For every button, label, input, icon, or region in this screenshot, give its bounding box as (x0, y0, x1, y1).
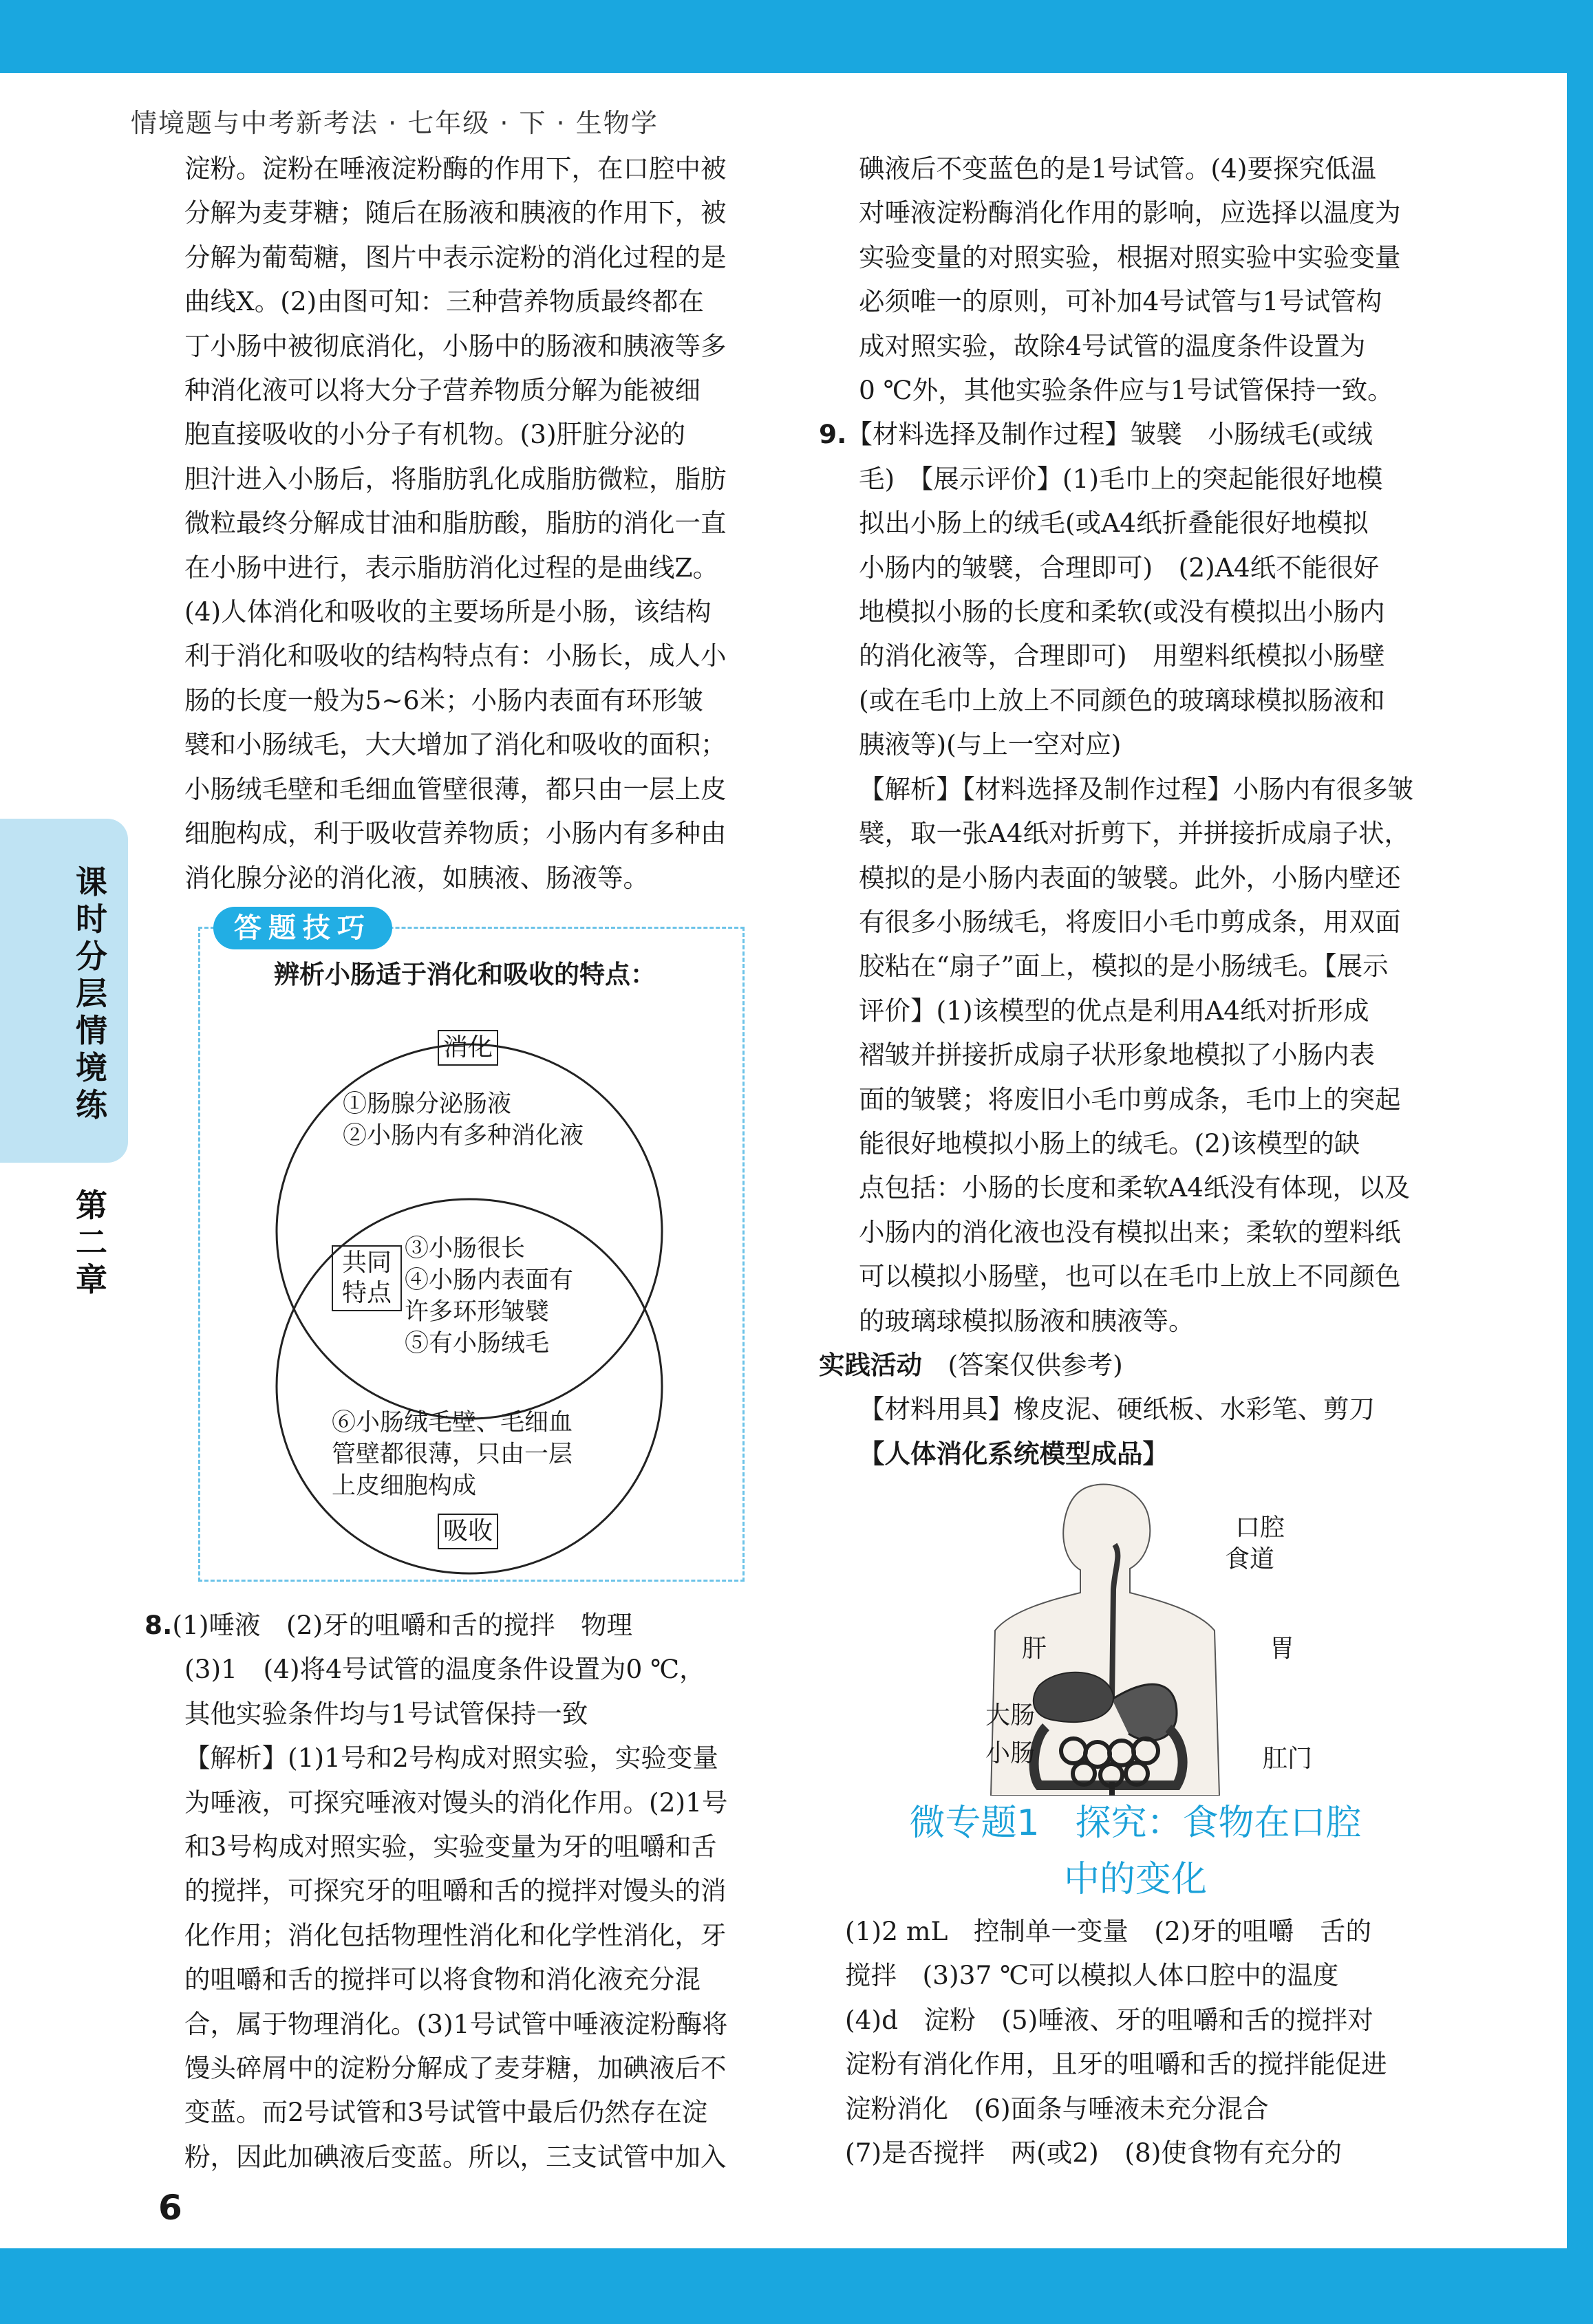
text-line: 消化腺分泌的消化液，如胰液、肠液等。 (184, 862, 649, 893)
text-line: 拟出小肠上的绒毛(或A4纸折叠能很好地模拟 (859, 508, 1369, 539)
text-line: 0 ℃外，其他实验条件应与1号试管保持一致。 (859, 375, 1393, 406)
absorb-line: ⑥小肠绒毛壁、毛细血 (332, 1409, 573, 1437)
text-line: 有很多小肠绒毛，将废旧小毛巾剪成条，用双面 (859, 906, 1401, 937)
text-line: 馒头碎屑中的淀粉分解成了麦芽糖，加碘液后不 (184, 2053, 727, 2084)
text-line: 其他实验条件均与1号试管保持一致 (184, 1698, 588, 1729)
text-line: 淀粉消化 (6)面条与唾液未充分混合 (845, 2093, 1269, 2124)
text-line: (或在毛巾上放上不同颜色的玻璃球模拟肠液和 (859, 685, 1385, 716)
special-topic-title-line2: 中的变化 (1063, 1859, 1207, 1900)
text-line: 的搅拌，可探究牙的咀嚼和舌的搅拌对馒头的消 (184, 1875, 727, 1906)
question-8-first-line (145, 1603, 778, 1647)
top-color-bar (0, 0, 1593, 73)
text-line: 可以模拟小肠壁，也可以在毛巾上放上不同颜色 (859, 1261, 1401, 1292)
text-line: 评价】(1)该模型的优点是利用A4纸对折形成 (859, 995, 1369, 1026)
text-line: 搅拌 (3)37 ℃可以模拟人体口腔中的温度 (845, 1960, 1339, 1991)
side-tab-chapter: 第二章 (76, 1187, 107, 1298)
question-8-answer: (1)唾液 (2)牙的咀嚼和舌的搅拌 物理 (172, 1610, 633, 1640)
text-line: 必须唯一的原则，可补加4号试管与1号试管构 (859, 286, 1382, 317)
question-9-answer: 【材料选择及制作过程】皱襞 小肠绒毛(或绒 (846, 419, 1373, 450)
practice-note: (答案仅供参考) (948, 1349, 1123, 1380)
tip-title: 辨析小肠适于消化和吸收的特点： (274, 960, 656, 989)
practice-materials: 【材料用具】橡皮泥、硬纸板、水彩笔、剪刀 (859, 1394, 1375, 1425)
text-line: 毛) 【展示评价】(1)毛巾上的突起能很好地模 (859, 463, 1383, 494)
common-line: ④小肠内表面有 (405, 1267, 574, 1294)
running-header: 情境题与中考新考法 · 七年级 · 下 · 生物学 (131, 108, 659, 138)
text-line: (7)是否搅拌 两(或2) (8)使食物有充分的 (845, 2138, 1342, 2169)
text-line: 褶皱并拼接折成扇子状形象地模拟了小肠内表 (859, 1040, 1375, 1070)
text-line: 实验变量的对照实验，根据对照实验中实验变量 (859, 241, 1401, 272)
text-line: 【解析】【材料选择及制作过程】小肠内有很多皱 (859, 773, 1414, 804)
text-line: 分解为葡萄糖，图片中表示淀粉的消化过程的是 (184, 241, 727, 272)
text-line: 小肠内的消化液也没有模拟出来；柔软的塑料纸 (859, 1216, 1401, 1247)
absorb-label: 吸收 (438, 1514, 498, 1549)
common-label-line: 特点 (341, 1279, 392, 1307)
text-line: 小肠内的皱襞，合理即可) (2)A4纸不能很好 (859, 552, 1380, 583)
text-line: 淀粉有消化作用，且牙的咀嚼和舌的搅拌能促进 (845, 2049, 1387, 2080)
practice-heading (819, 1343, 1452, 1387)
absorb-line: 上皮细胞构成 (332, 1472, 477, 1500)
text-line: 粉，因此加碘液后变蓝。所以，三支试管中加入 (184, 2141, 727, 2172)
text-line: 能很好地模拟小肠上的绒毛。(2)该模型的缺 (859, 1128, 1360, 1159)
common-line: ③小肠很长 (405, 1235, 526, 1262)
question-9-first-line (819, 412, 1452, 456)
text-line: 胶粘在“扇子”面上，模拟的是小肠绒毛。【展示 (859, 951, 1389, 982)
page-number: 6 (158, 2188, 182, 2228)
text-line: 胞直接吸收的小分子有机物。(3)肝脏分泌的 (184, 419, 686, 450)
side-tab-label: 课时分层情境练 (76, 863, 107, 1123)
label-esophagus: 食道 (1225, 1545, 1275, 1573)
text-line: 合，属于物理消化。(3)1号试管中唾液淀粉酶将 (184, 2008, 728, 2039)
text-line: 分解为麦芽糖；随后在肠液和胰液的作用下，被 (184, 197, 727, 228)
text-line: 和3号构成对照实验，实验变量为牙的咀嚼和舌 (184, 1831, 717, 1862)
text-line: 【解析】(1)1号和2号构成对照实验，实验变量 (184, 1743, 718, 1774)
question-number: 9. (819, 419, 847, 450)
text-line: (3)1 (4)将4号试管的温度条件设置为0 ℃， (184, 1654, 705, 1685)
text-line: (4)d 淀粉 (5)唾液、牙的咀嚼和舌的搅拌对 (845, 2004, 1373, 2035)
common-line: 许多环形皱襞 (405, 1298, 550, 1326)
special-topic-answers (845, 1909, 1457, 2175)
tip-badge: 答题技巧 (213, 907, 392, 949)
label-liver: 肝 (1022, 1635, 1047, 1663)
text-line: (4)人体消化和吸收的主要场所是小肠，该结构 (184, 596, 712, 627)
practice-model-title: 【人体消化系统模型成品】 (859, 1438, 1168, 1469)
text-line: 小肠绒毛壁和毛细血管壁很薄，都只由一层上皮 (184, 773, 727, 804)
text-line: 的消化液等，合理即可) 用塑料纸模拟小肠壁 (859, 641, 1385, 671)
digest-line: ①肠腺分泌肠液 (343, 1090, 512, 1118)
right-color-bar (1567, 0, 1593, 2324)
common-line: ⑤有小肠绒毛 (405, 1330, 550, 1357)
bottom-color-bar (0, 2248, 1593, 2324)
text-line: 的玻璃球模拟肠液和胰液等。 (859, 1305, 1195, 1336)
label-large-intestine: 大肠 (985, 1701, 1036, 1730)
text-line: 化作用；消化包括物理性消化和化学性消化，牙 (184, 1919, 727, 1950)
text-line: 在小肠中进行，表示脂肪消化过程的是曲线Z。 (184, 552, 719, 583)
text-line: 微粒最终分解成甘油和脂肪酸，脂肪的消化一直 (184, 508, 727, 539)
label-mouth: 口腔 (1235, 1514, 1285, 1542)
text-line: 模拟的是小肠内表面的皱襞。此外，小肠内壁还 (859, 862, 1401, 893)
right-answer-column (819, 147, 1452, 1476)
label-anus: 肛门 (1263, 1745, 1313, 1773)
text-line: (1)2 mL 控制单一变量 (2)牙的咀嚼 舌的 (845, 1916, 1371, 1946)
text-line: 襞和小肠绒毛，大大增加了消化和吸收的面积； (184, 729, 727, 760)
label-small-intestine: 小肠 (985, 1739, 1036, 1767)
text-line: 面的皱襞；将废旧小毛巾剪成条，毛巾上的突起 (859, 1084, 1401, 1115)
text-line: 种消化液可以将大分子营养物质分解为能被细 (184, 375, 701, 406)
common-label-line: 共同 (341, 1249, 392, 1277)
text-line: 变蓝。而2号试管和3号试管中最后仍然存在淀 (184, 2097, 708, 2128)
text-line: 细胞构成，利于吸收营养物质；小肠内有多种由 (184, 818, 727, 849)
text-line: 曲线X。(2)由图可知：三种营养物质最终都在 (184, 286, 704, 317)
common-label (332, 1245, 402, 1311)
label-stomach: 胃 (1270, 1635, 1295, 1663)
text-line: 为唾液，可探究唾液对馒头的消化作用。(2)1号 (184, 1787, 728, 1818)
text-line: 利于消化和吸收的结构特点有：小肠长，成人小 (184, 641, 727, 671)
text-line: 地模拟小肠的长度和柔软(或没有模拟出小肠内 (859, 596, 1385, 627)
digest-label: 消化 (438, 1030, 498, 1066)
special-topic-title: 微专题1 探究：食物在口腔 (909, 1803, 1362, 1844)
text-line: 成对照实验，故除4号试管的温度条件设置为 (859, 330, 1366, 361)
side-tab (0, 819, 128, 1163)
question-number: 8. (145, 1610, 173, 1640)
text-line: 胰液等)(与上一空对应) (859, 729, 1122, 760)
practice-title: 实践活动 (819, 1349, 922, 1380)
text-line: 肠的长度一般为5~6米；小肠内表面有环形皱 (184, 685, 704, 716)
text-line: 襞，取一张A4纸对折剪下，并拼接折成扇子状， (859, 818, 1410, 849)
text-line: 对唾液淀粉酶消化作用的影响，应选择以温度为 (859, 197, 1401, 228)
digest-line: ②小肠内有多种消化液 (343, 1122, 584, 1150)
left-answer-text (184, 147, 776, 900)
question-8 (145, 1603, 778, 2179)
text-line: 碘液后不变蓝色的是1号试管。(4)要探究低温 (859, 153, 1376, 184)
text-line: 淀粉。淀粉在唾液淀粉酶的作用下，在口腔中被 (184, 153, 727, 184)
text-line: 胆汁进入小肠后，将脂肪乳化成脂肪微粒，脂肪 (184, 463, 727, 494)
text-line: 点包括：小肠的长度和柔软A4纸没有体现，以及 (859, 1172, 1410, 1203)
text-line: 的咀嚼和舌的搅拌可以将食物和消化液充分混 (184, 1964, 701, 1995)
text-line: 丁小肠中被彻底消化，小肠中的肠液和胰液等多 (184, 330, 727, 361)
absorb-line: 管壁都很薄，只由一层 (332, 1441, 573, 1468)
